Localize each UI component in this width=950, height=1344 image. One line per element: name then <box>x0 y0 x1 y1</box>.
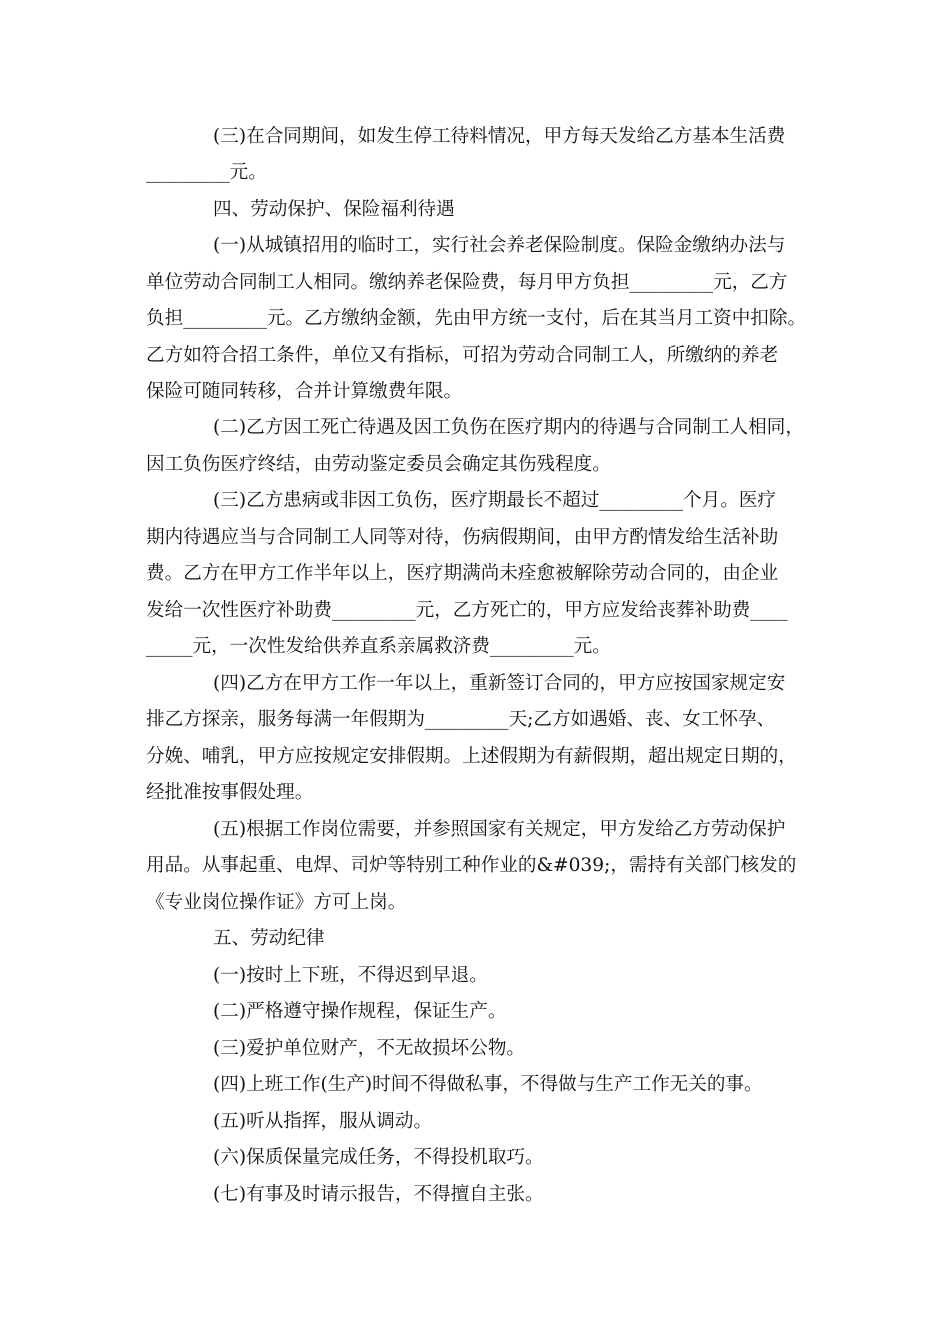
text-line: (一)从城镇招用的临时工，实行社会养老保险制度。保险金缴纳办法与 <box>213 235 786 256</box>
text-line: (四)乙方在甲方工作一年以上，重新签订合同的，甲方应按国家规定安 <box>213 673 786 694</box>
text-line: _________元。 <box>146 162 267 183</box>
text-line: _____元，一次性发给供养直系亲属救济费_________元。 <box>146 636 611 657</box>
text-line: 负担_________元。乙方缴纳金额，先由甲方统一支付，后在其当月工资中扣除。 <box>146 308 807 329</box>
section-heading: 五、劳动纪律 <box>213 928 325 949</box>
text-line: (五)听从指挥，服从调动。 <box>213 1111 433 1132</box>
text-line: 发给一次性医疗补助费_________元，乙方死亡的，甲方应发给丧葬补助费____ <box>146 600 788 621</box>
text-line: 因工负伤医疗终结，由劳动鉴定委员会确定其伤残程度。 <box>146 454 611 475</box>
text-line: 期内待遇应当与合同制工人同等对待，伤病假期间，由甲方酌情发给生活补助 <box>146 527 779 548</box>
text-line: 乙方如符合招工条件，单位又有指标，可招为劳动合同制工人，所缴纳的养老 <box>146 345 779 366</box>
text-line: (六)保质保量完成任务，不得投机取巧。 <box>213 1147 544 1168</box>
section-heading: 四、劳动保护、保险福利待遇 <box>213 199 455 220</box>
text-line: 经批准按事假处理。 <box>146 782 314 803</box>
text-line: (一)按时上下班，不得迟到早退。 <box>213 965 488 986</box>
text-line: 分娩、哺乳，甲方应按规定安排假期。上述假期为有薪假期，超出规定日期的， <box>146 746 797 767</box>
text-line: 用品。从事起重、电焊、司炉等特别工种作业的&#039;，需持有关部门核发的 <box>146 855 797 876</box>
text-line: 保险可随同转移，合并计算缴费年限。 <box>146 381 463 402</box>
text-line: 费。乙方在甲方工作半年以上，医疗期满尚未痊愈被解除劳动合同的，由企业 <box>146 563 779 584</box>
text-line: (三)乙方患病或非因工负伤，医疗期最长不超过_________个月。医疗 <box>213 490 777 511</box>
text-line: 排乙方探亲，服务每满一年假期为_________天;乙方如遇婚、丧、女工怀孕、 <box>146 709 776 730</box>
text-line: (三)在合同期间，如发生停工待料情况，甲方每天发给乙方基本生活费 <box>213 126 786 147</box>
text-line: (二)严格遵守操作规程，保证生产。 <box>213 1001 507 1022</box>
text-line: (三)爱护单位财产，不无故损坏公物。 <box>213 1038 526 1059</box>
text-line: 《专业岗位操作证》方可上岗。 <box>146 892 407 913</box>
text-line: (四)上班工作(生产)时间不得做私事，不得做与生产工作无关的事。 <box>213 1074 763 1095</box>
text-line: (二)乙方因工死亡待遇及因工负伤在医疗期内的待遇与合同制工人相同， <box>213 417 804 438</box>
text-line: (七)有事及时请示报告，不得擅自主张。 <box>213 1184 544 1205</box>
text-line: (五)根据工作岗位需要，并参照国家有关规定，甲方发给乙方劳动保护 <box>213 819 786 840</box>
text-line: 单位劳动合同制工人相同。缴纳养老保险费，每月甲方负担_________元，乙方 <box>146 272 788 293</box>
